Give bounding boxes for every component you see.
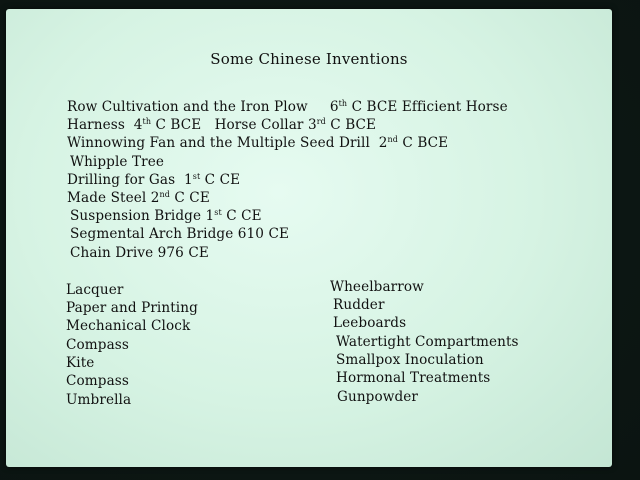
invention-item: Wheelbarrow bbox=[330, 279, 424, 295]
timeline-line: Row Cultivation and the Iron Plow 6th C BCE Efficient Horse bbox=[67, 99, 508, 115]
invention-item: Gunpowder bbox=[337, 389, 419, 405]
invention-item: Mechanical Clock bbox=[66, 318, 191, 334]
timeline-line: Segmental Arch Bridge 610 CE bbox=[70, 226, 289, 242]
timeline-line: Suspension Bridge 1st C CE bbox=[70, 208, 262, 224]
invention-item: Rudder bbox=[333, 297, 385, 313]
timeline-line: Harness 4th C BCE Horse Collar 3rd C BCE bbox=[67, 117, 377, 133]
timeline-line: Winnowing Fan and the Multiple Seed Drill 2nd C BCE bbox=[67, 135, 449, 151]
invention-item: Smallpox Inoculation bbox=[336, 352, 484, 368]
slide bbox=[6, 9, 612, 467]
slide-title: Some Chinese Inventions bbox=[210, 50, 408, 68]
invention-item: Leeboards bbox=[333, 315, 407, 331]
timeline-line: Drilling for Gas 1st C CE bbox=[67, 172, 241, 188]
invention-item: Hormonal Treatments bbox=[336, 370, 491, 386]
invention-item: Umbrella bbox=[66, 392, 132, 408]
invention-item: Kite bbox=[66, 355, 95, 371]
timeline-line: Chain Drive 976 CE bbox=[70, 245, 209, 261]
timeline-line: Made Steel 2nd C CE bbox=[67, 190, 210, 206]
invention-item: Compass bbox=[66, 337, 129, 353]
invention-item: Lacquer bbox=[66, 282, 124, 298]
timeline-line: Whipple Tree bbox=[70, 154, 165, 170]
invention-item: Watertight Compartments bbox=[336, 334, 519, 350]
invention-item: Compass bbox=[66, 373, 129, 389]
invention-item: Paper and Printing bbox=[66, 300, 198, 316]
